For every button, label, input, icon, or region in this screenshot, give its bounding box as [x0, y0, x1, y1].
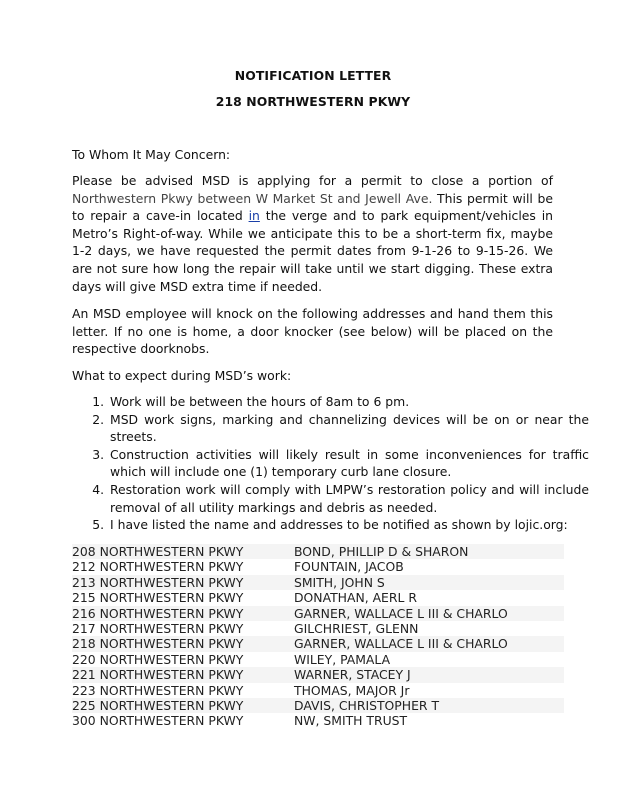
owner-cell: DONATHAN, AERL R: [294, 590, 417, 606]
address-cell: 220 NORTHWESTERN PKWY: [72, 651, 244, 667]
paragraph-permit-text-a: Please be advised MSD is applying for a permit to close a portion of: [72, 173, 553, 188]
address-cell: 221 NORTHWESTERN PKWY: [72, 667, 294, 682]
work-list: [72, 393, 589, 534]
paragraph-permit: [72, 172, 553, 295]
address-cell: 218 NORTHWESTERN PKWY: [72, 636, 294, 651]
address-cell: 216 NORTHWESTERN PKWY: [72, 606, 294, 621]
address-table: [72, 544, 564, 729]
owner-cell: WARNER, STACEY J: [294, 667, 564, 682]
owner-cell: THOMAS, MAJOR Jr: [294, 682, 410, 698]
owner-cell: NW, SMITH TRUST: [294, 713, 408, 729]
table-row: [72, 575, 564, 590]
owner-cell: GARNER, WALLACE L III & CHARLO: [294, 606, 564, 621]
address-cell: 208 NORTHWESTERN PKWY: [72, 544, 294, 559]
table-row: [72, 667, 564, 682]
paragraph-permit-text-b: This permit will be to repair a cave-in located: [72, 190, 553, 224]
address-cell: 212 NORTHWESTERN PKWY: [72, 559, 244, 575]
owner-cell: DAVIS, CHRISTOPHER T: [294, 698, 564, 713]
letter-title: NOTIFICATION LETTER: [234, 68, 392, 83]
table-row: [72, 652, 564, 667]
work-item: 1. Work will be between the hours of 8am to 6 pm.: [108, 393, 589, 411]
address-cell: 225 NORTHWESTERN PKWY: [72, 698, 294, 713]
table-row: [72, 590, 564, 605]
work-item: 2. MSD work signs, marking and channelizing devices will be on or near the streets.: [108, 411, 589, 446]
address-cell: 215 NORTHWESTERN PKWY: [72, 590, 244, 606]
table-row: [72, 713, 564, 728]
table-row: [72, 559, 564, 574]
expect-heading: What to expect during MSD’s work:: [72, 368, 292, 383]
address-cell: 217 NORTHWESTERN PKWY: [72, 621, 244, 637]
paragraph-knock: An MSD employee will knock on the following addresses and hand them this letter. If no one is home, a door knocker (see below) will be placed on the respective doorknobs.: [72, 306, 553, 357]
owner-cell: SMITH, JOHN S: [294, 575, 564, 590]
address-cell: 213 NORTHWESTERN PKWY: [72, 575, 294, 590]
address-cell: 300 NORTHWESTERN PKWY: [72, 713, 244, 729]
table-row: [72, 636, 564, 651]
paragraph-permit-text-c: the verge and to park equipment/vehicles in Metro’s Right-of-way. While we anticipate this to be a short-term fix, maybe 1-2 days, we have requested the permit dates from 9-1-26 to 9-15-26. We are not sure how long the repair will take until we start digging. These extra days will give MSD extra time if needed.: [72, 208, 553, 294]
owner-cell: GILCHRIEST, GLENN: [294, 621, 419, 637]
owner-cell: WILEY, PAMALA: [294, 651, 391, 667]
work-item: 5. I have listed the name and addresses to be notified as shown by lojic.org:: [108, 516, 589, 534]
letter-subtitle: 218 NORTHWESTERN PKWY: [215, 94, 411, 109]
work-item: 4. Restoration work will comply with LMPW’s restoration policy and will include removal of all utility markings and debris as needed.: [108, 481, 589, 516]
address-cell: 223 NORTHWESTERN PKWY: [72, 682, 244, 698]
table-row: [72, 606, 564, 621]
location-text: Northwestern Pkwy between W Market St and Jewell Ave.: [72, 190, 433, 206]
owner-cell: FOUNTAIN, JACOB: [294, 559, 404, 575]
owner-cell: GARNER, WALLACE L III & CHARLO: [294, 636, 564, 651]
table-row: [72, 544, 564, 559]
owner-cell: BOND, PHILLIP D & SHARON: [294, 544, 564, 559]
table-row: [72, 621, 564, 636]
greeting: To Whom It May Concern:: [72, 147, 231, 162]
table-row: [72, 698, 564, 713]
work-item: 3. Construction activities will likely result in some inconveniences for traffic which will include one (1) temporary curb lane closure.: [108, 446, 589, 481]
table-row: [72, 683, 564, 698]
underlined-in-word: in: [248, 208, 260, 224]
